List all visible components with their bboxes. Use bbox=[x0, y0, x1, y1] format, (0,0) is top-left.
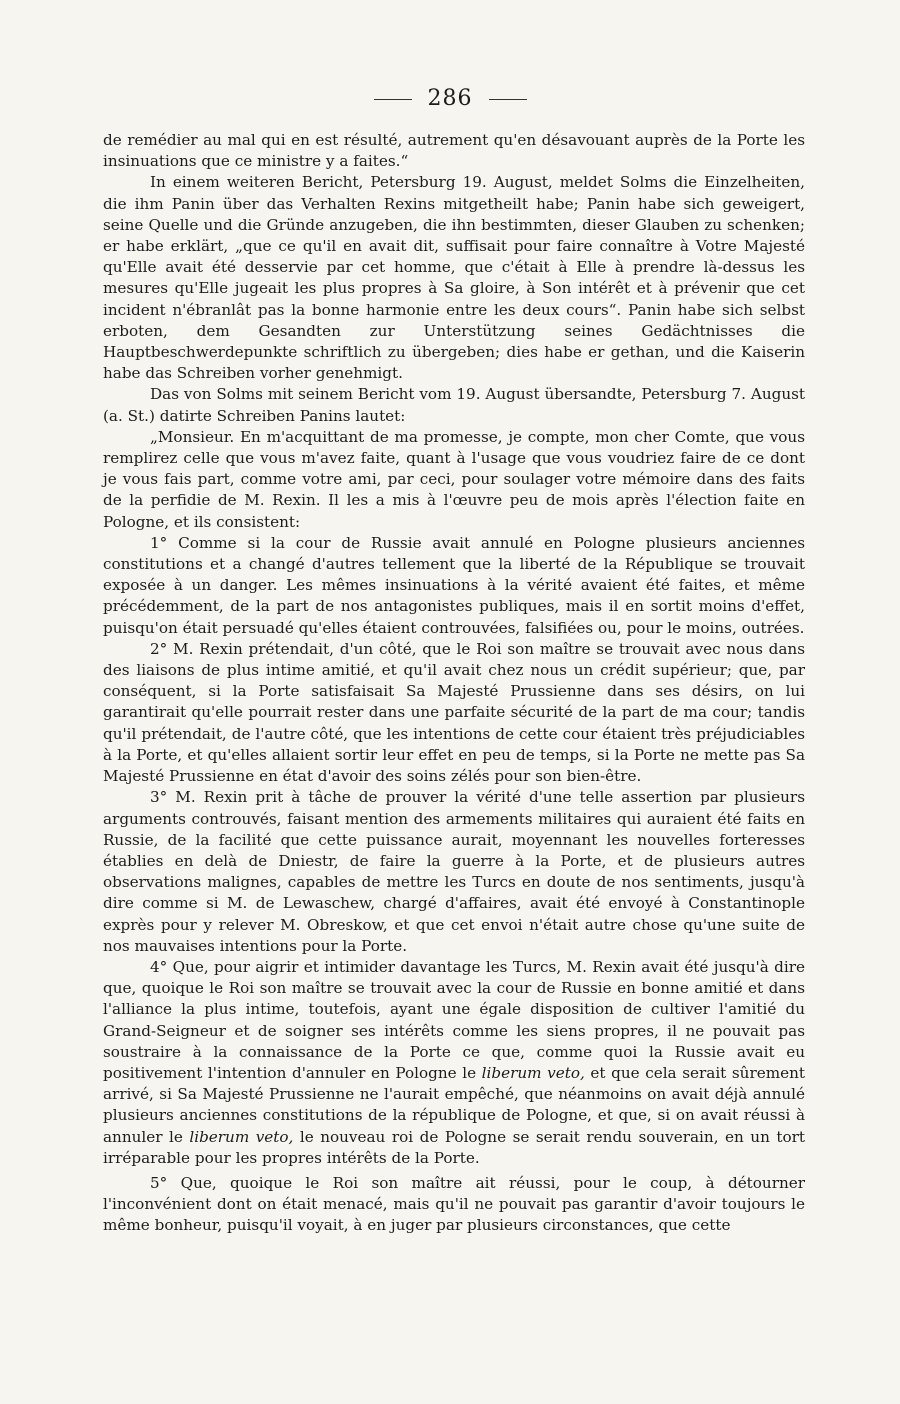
page-number: 286 bbox=[427, 86, 473, 111]
paragraph-point-4 bbox=[103, 957, 805, 1169]
point-4-text-after: le nouveau roi de Pologne se serait rendu souverain, en un tort irréparable pour les propres intérêts de la Porte. bbox=[103, 1127, 805, 1167]
paragraph-letter-opening: „Monsieur. En m'acquittant de ma promesse, je compte, mon cher Comte, que vous remplirez celle que vous m'avez faite, quant à l'usage que vous voudriez faire de ce dont je vous fais part, comme votre ami, par ceci, pour soulager votre mémoire dans des faits de la perfidie de M. Rexin. Il les a mis à l'œuvre peu de mois après l'élection faite en Pologne, et ils consistent: bbox=[103, 427, 805, 531]
paragraph-point-5: 5° Que, quoique le Roi son maître ait réussi, pour le coup, à détourner l'inconvénient dont on était menacé, mais qu'il ne pouvait pas garantir d'avoir toujours le même bonheur, puisqu'il voyait, à en juger par plusieurs circonstances, que cette bbox=[103, 1173, 805, 1235]
paragraph-point-3: 3° M. Rexin prit à tâche de prouver la vérité d'une telle assertion par plusieurs arguments controuvés, faisant mention des armements militaires qui auraient été faits en Russie, de la facilité que cette puissance aurait, moyennant les nouvelles forteresses établies en delà de Dniestr, de faire la guerre à la Porte, et de plusieurs autres observations malignes, capables de mettre les Turcs en doute de nos sentiments, jusqu'à dire comme si M. de Lewaschew, chargé d'affaires, avait été envoyé à Constantinople exprès pour y relever M. Obreskow, et que cet envoi n'était autre chose qu'une suite de nos mauvaises intentions pour la Porte. bbox=[103, 788, 805, 955]
paragraph-report: In einem weiteren Bericht, Petersburg 19. August, meldet Solms die Einzelheiten, die ihm Panin über das Verhalten Rexins mitgetheilt habe; Panin habe sich geweigert, seine Quelle und die Gründe anzugeben, die ihn bestimmten, dieser Glauben zu schenken; er habe erklärt, „que ce qu'il en avait dit, suffisait pour faire connaître à Votre Majesté qu'Elle avait été desservie par cet homme, que c'était à Elle à prendre là-dessus les mesures qu'Elle jugeait les plus propres à Sa gloire, à Son intérêt et à prévenir que cet incident n'ébranlât pas la bonne harmonie entre les deux cours“. Panin habe sich selbst erboten, dem Gesandten zur Unterstützung seines Gedächtnisses die Hauptbeschwerdepunkte schriftlich zu übergeben; dies habe er gethan, und die Kaiserin habe das Schreiben vorher genehmigt. bbox=[103, 173, 805, 383]
page-header bbox=[0, 86, 900, 111]
paragraph-letter-intro: Das von Solms mit seinem Bericht vom 19. August übersandte, Petersburg 7. August (a. St.) datirte Schreiben Panins lautet: bbox=[103, 385, 805, 425]
paragraph-point-2: 2° M. Rexin prétendait, d'un côté, que le Roi son maître se trouvait avec nous dans des liaisons de plus intime amitié, et qu'il avait chez nous un crédit supérieur; que, par conséquent, si la Porte satisfaisait Sa Majesté Prussienne dans ses désirs, on lui garantirait qu'elle pourrait rester dans une parfaite sécurité de la part de ma cour; tandis qu'il prétendait, de l'autre côté, que les intentions de cette cour étaient très préjudiciables à la Porte, et qu'elles allaient sortir leur effet en peu de temps, si la Porte ne mette pas Sa Majesté Prussienne en état d'avoir des soins zélés pour son bien-être. bbox=[103, 639, 805, 786]
paragraph-continued: de remédier au mal qui en est résulté, autrement qu'en désavouant auprès de la Porte les insinuations que ce ministre y a faites.“ bbox=[103, 131, 805, 171]
point-4-text-before: 4° Que, pour aigrir et intimider davantage les Turcs, M. Rexin avait été jusqu'à dire que, quoique le Roi son maître se trouvait avec la cour de Russie en bonne amitié et dans l'alliance la plus intime, toutefois, ayant une égale disposition de cultiver l'amitié du Grand-Seigneur et de soigner ses intérêts comme les siens propres, il ne pouvait pas soustraire à la connaissance de la Porte ce que, comme quoi la Russie avait eu positivement l'intention d'annuler en Pologne le bbox=[103, 957, 805, 1082]
body-text bbox=[103, 130, 805, 1237]
point-4-text-middle: et que cela serait sûrement arrivé, si Sa Majesté Prussienne ne l'aurait empêché, que néanmoins on avait déjà annulé plusieurs anciennes constitutions de la république de Pologne, et que, si on avait réussi à annuler le bbox=[103, 1063, 805, 1146]
header-dash-right bbox=[489, 99, 527, 100]
liberum-veto-italic-2: liberum veto, bbox=[189, 1127, 294, 1146]
header-dash-left bbox=[374, 99, 412, 100]
paragraph-point-1: 1° Comme si la cour de Russie avait annulé en Pologne plusieurs anciennes constitutions et a changé d'autres tellement que la liberté de la République se trouvait exposée à un danger. Les mêmes insinuations à la vérité avaient été faites, et même précédemment, de la part de nos antagonistes publiques, mais il en sortit moins d'effet, puisqu'on était persuadé qu'elles étaient controuvées, falsifiées ou, pour le moins, outrées. bbox=[103, 533, 805, 637]
liberum-veto-italic-1: liberum veto, bbox=[481, 1063, 585, 1082]
